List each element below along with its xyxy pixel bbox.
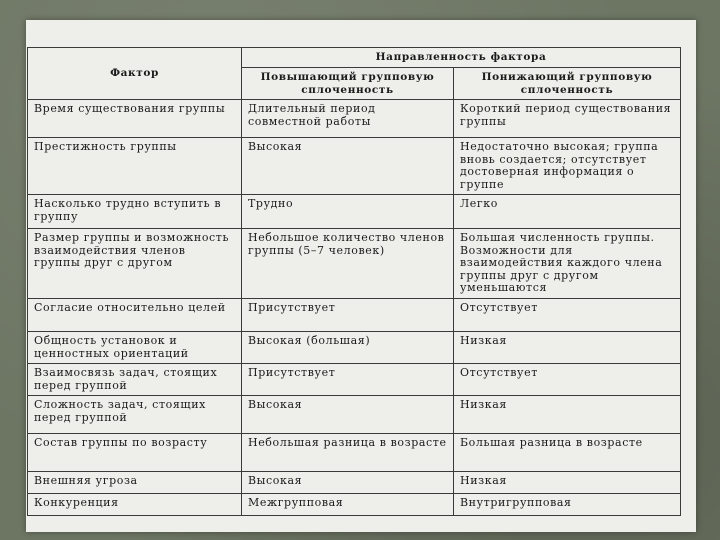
- cell-factor: Взаимосвязь задач, стоящих перед группой: [28, 364, 242, 396]
- cell-decreasing: Отсутствует: [454, 299, 681, 332]
- cell-decreasing: Отсутствует: [454, 364, 681, 396]
- cell-decreasing: Большая разница в возрасте: [454, 434, 681, 472]
- header-increasing: Повышающий групповую сплоченность: [242, 68, 454, 100]
- cell-decreasing: Внутригрупповая: [454, 494, 681, 516]
- cell-increasing: Высокая (большая): [242, 332, 454, 364]
- header-factor: Фактор: [28, 48, 242, 100]
- cell-increasing: Присутствует: [242, 299, 454, 332]
- cell-factor: Размер группы и возможность взаимодействия членов группы друг с другом: [28, 229, 242, 299]
- cell-factor: Состав группы по возрасту: [28, 434, 242, 472]
- table-row: [28, 396, 681, 434]
- cell-factor: Внешняя угроза: [28, 472, 242, 494]
- cell-factor: Время существования группы: [28, 100, 242, 138]
- cell-increasing: Высокая: [242, 472, 454, 494]
- table-row: [28, 299, 681, 332]
- cell-increasing: Небольшое количество членов группы (5–7 человек): [242, 229, 454, 299]
- cell-factor: Конкуренция: [28, 494, 242, 516]
- cell-factor: Согласие относительно целей: [28, 299, 242, 332]
- table-row: [28, 494, 681, 516]
- cell-increasing: Небольшая разница в возрасте: [242, 434, 454, 472]
- table-row: [28, 100, 681, 138]
- table-row: [28, 229, 681, 299]
- cell-decreasing: Низкая: [454, 472, 681, 494]
- cell-decreasing: Легко: [454, 195, 681, 229]
- cell-increasing: Длительный период совместной работы: [242, 100, 454, 138]
- cell-factor: Сложность задач, стоящих перед группой: [28, 396, 242, 434]
- cell-increasing: Высокая: [242, 138, 454, 195]
- cell-decreasing: Недостаточно высокая; группа вновь создается; отсутствует достоверная информация о группе: [454, 138, 681, 195]
- cell-factor: Насколько трудно вступить в группу: [28, 195, 242, 229]
- cell-factor: Общность установок и ценностных ориентаций: [28, 332, 242, 364]
- cell-decreasing: Короткий период существования группы: [454, 100, 681, 138]
- table-row: [28, 138, 681, 195]
- table-row: [28, 364, 681, 396]
- table-row: [28, 332, 681, 364]
- table-row: [28, 434, 681, 472]
- cell-increasing: Высокая: [242, 396, 454, 434]
- cell-increasing: Присутствует: [242, 364, 454, 396]
- header-decreasing: Понижающий групповую сплоченность: [454, 68, 681, 100]
- cell-increasing: Межгрупповая: [242, 494, 454, 516]
- cell-decreasing: Низкая: [454, 332, 681, 364]
- cell-decreasing: Низкая: [454, 396, 681, 434]
- table-row: [28, 472, 681, 494]
- header-direction: Направленность фактора: [242, 48, 681, 68]
- cell-factor: Престижность группы: [28, 138, 242, 195]
- cohesion-factors-table: [27, 47, 681, 516]
- table-row: [28, 195, 681, 229]
- cell-increasing: Трудно: [242, 195, 454, 229]
- cell-decreasing: Большая численность группы. Возможности для взаимодействия каждого члена группы друг с другом уменьшаются: [454, 229, 681, 299]
